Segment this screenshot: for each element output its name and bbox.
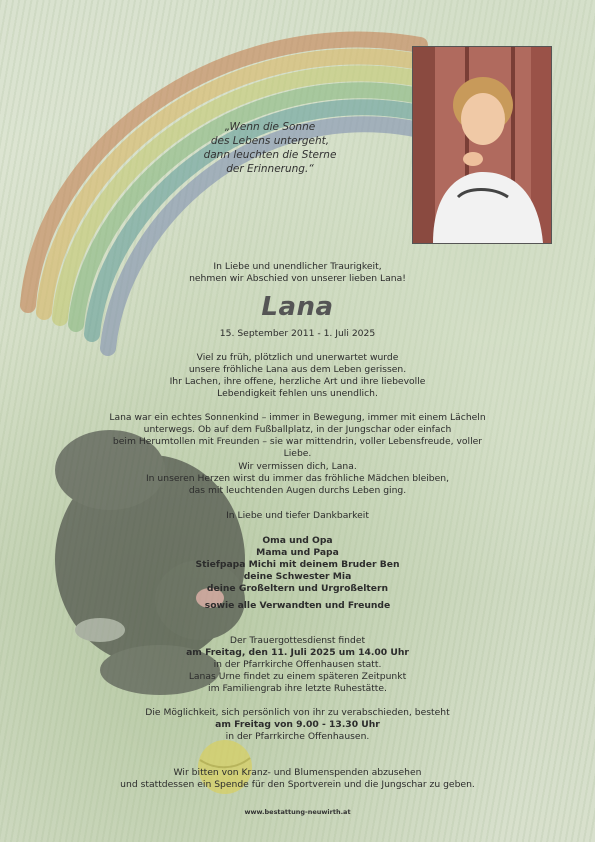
paragraph-2: Lana war ein echtes Sonnenkind – immer in Bewegung, immer mit einem Lächeln unterwegs. Ob auf dem Fußballplatz, in der Jungschar oder einfach beim Herumtollen mit Freunden – sie war mittendrin, voller Lebensfreude, voller Liebe. <box>109 412 486 459</box>
farewell-time: am Freitag von 9.00 - 13.30 Uhr <box>215 719 380 730</box>
gratitude-line: In Liebe und tiefer Dankbarkeit <box>226 510 369 521</box>
donation-request: Wir bitten von Kranz- und Blumenspenden abzusehen und stattdessen ein Spende für den Sportverein und die Jungschar zu geben. <box>120 767 475 790</box>
farewell-intro: Die Möglichkeit, sich persönlich von ihr zu verabschieden, besteht <box>145 707 450 718</box>
farewell-place: in der Pfarrkirche Offenhausen. <box>225 731 370 742</box>
intro-text: In Liebe und unendlicher Traurigkeit, nehmen wir Abschied von unserer lieben Lana! <box>189 261 406 284</box>
service-date: am Freitag, den 11. Juli 2025 um 14.00 Uhr <box>186 647 409 658</box>
family-list: Oma und Opa Mama und Papa Stiefpapa Michi mit deinem Bruder Ben deine Schwester Mia deine Großeltern und Urgroßeltern <box>195 535 400 594</box>
deceased-name: Lana <box>261 292 334 322</box>
paragraph-3: Wir vermissen dich, Lana. In unseren Herzen wirst du immer das fröhliche Mädchen bleiben, das mit leuchtenden Augen durchs Leben ging. <box>145 461 450 496</box>
relatives-line: sowie alle Verwandten und Freunde <box>204 600 391 611</box>
life-dates: 15. September 2011 - 1. Juli 2025 <box>219 328 376 339</box>
paragraph-1: Viel zu früh, plötzlich und unerwartet wurde unsere fröhliche Lana aus dem Leben gerissen. Ihr Lachen, ihre offene, herzliche Art und ihre liebevolle Lebendigkeit fehlen uns unendlich. <box>169 352 426 399</box>
service-intro: Der Trauergottesdienst findet <box>229 635 366 646</box>
service-details: in der Pfarrkirche Offenhausen statt. Lanas Urne findet zu einem späteren Zeitpunkt im Familiengrab ihre letzte Ruhestätte. <box>188 659 407 694</box>
memorial-quote: „Wenn die Sonne des Lebens untergeht, dann leuchten die Sterne der Erinnerung.“ <box>203 121 337 175</box>
funeral-home-website[interactable]: www.bestattung-neuwirth.at <box>244 808 351 816</box>
portrait-photo <box>412 46 552 244</box>
